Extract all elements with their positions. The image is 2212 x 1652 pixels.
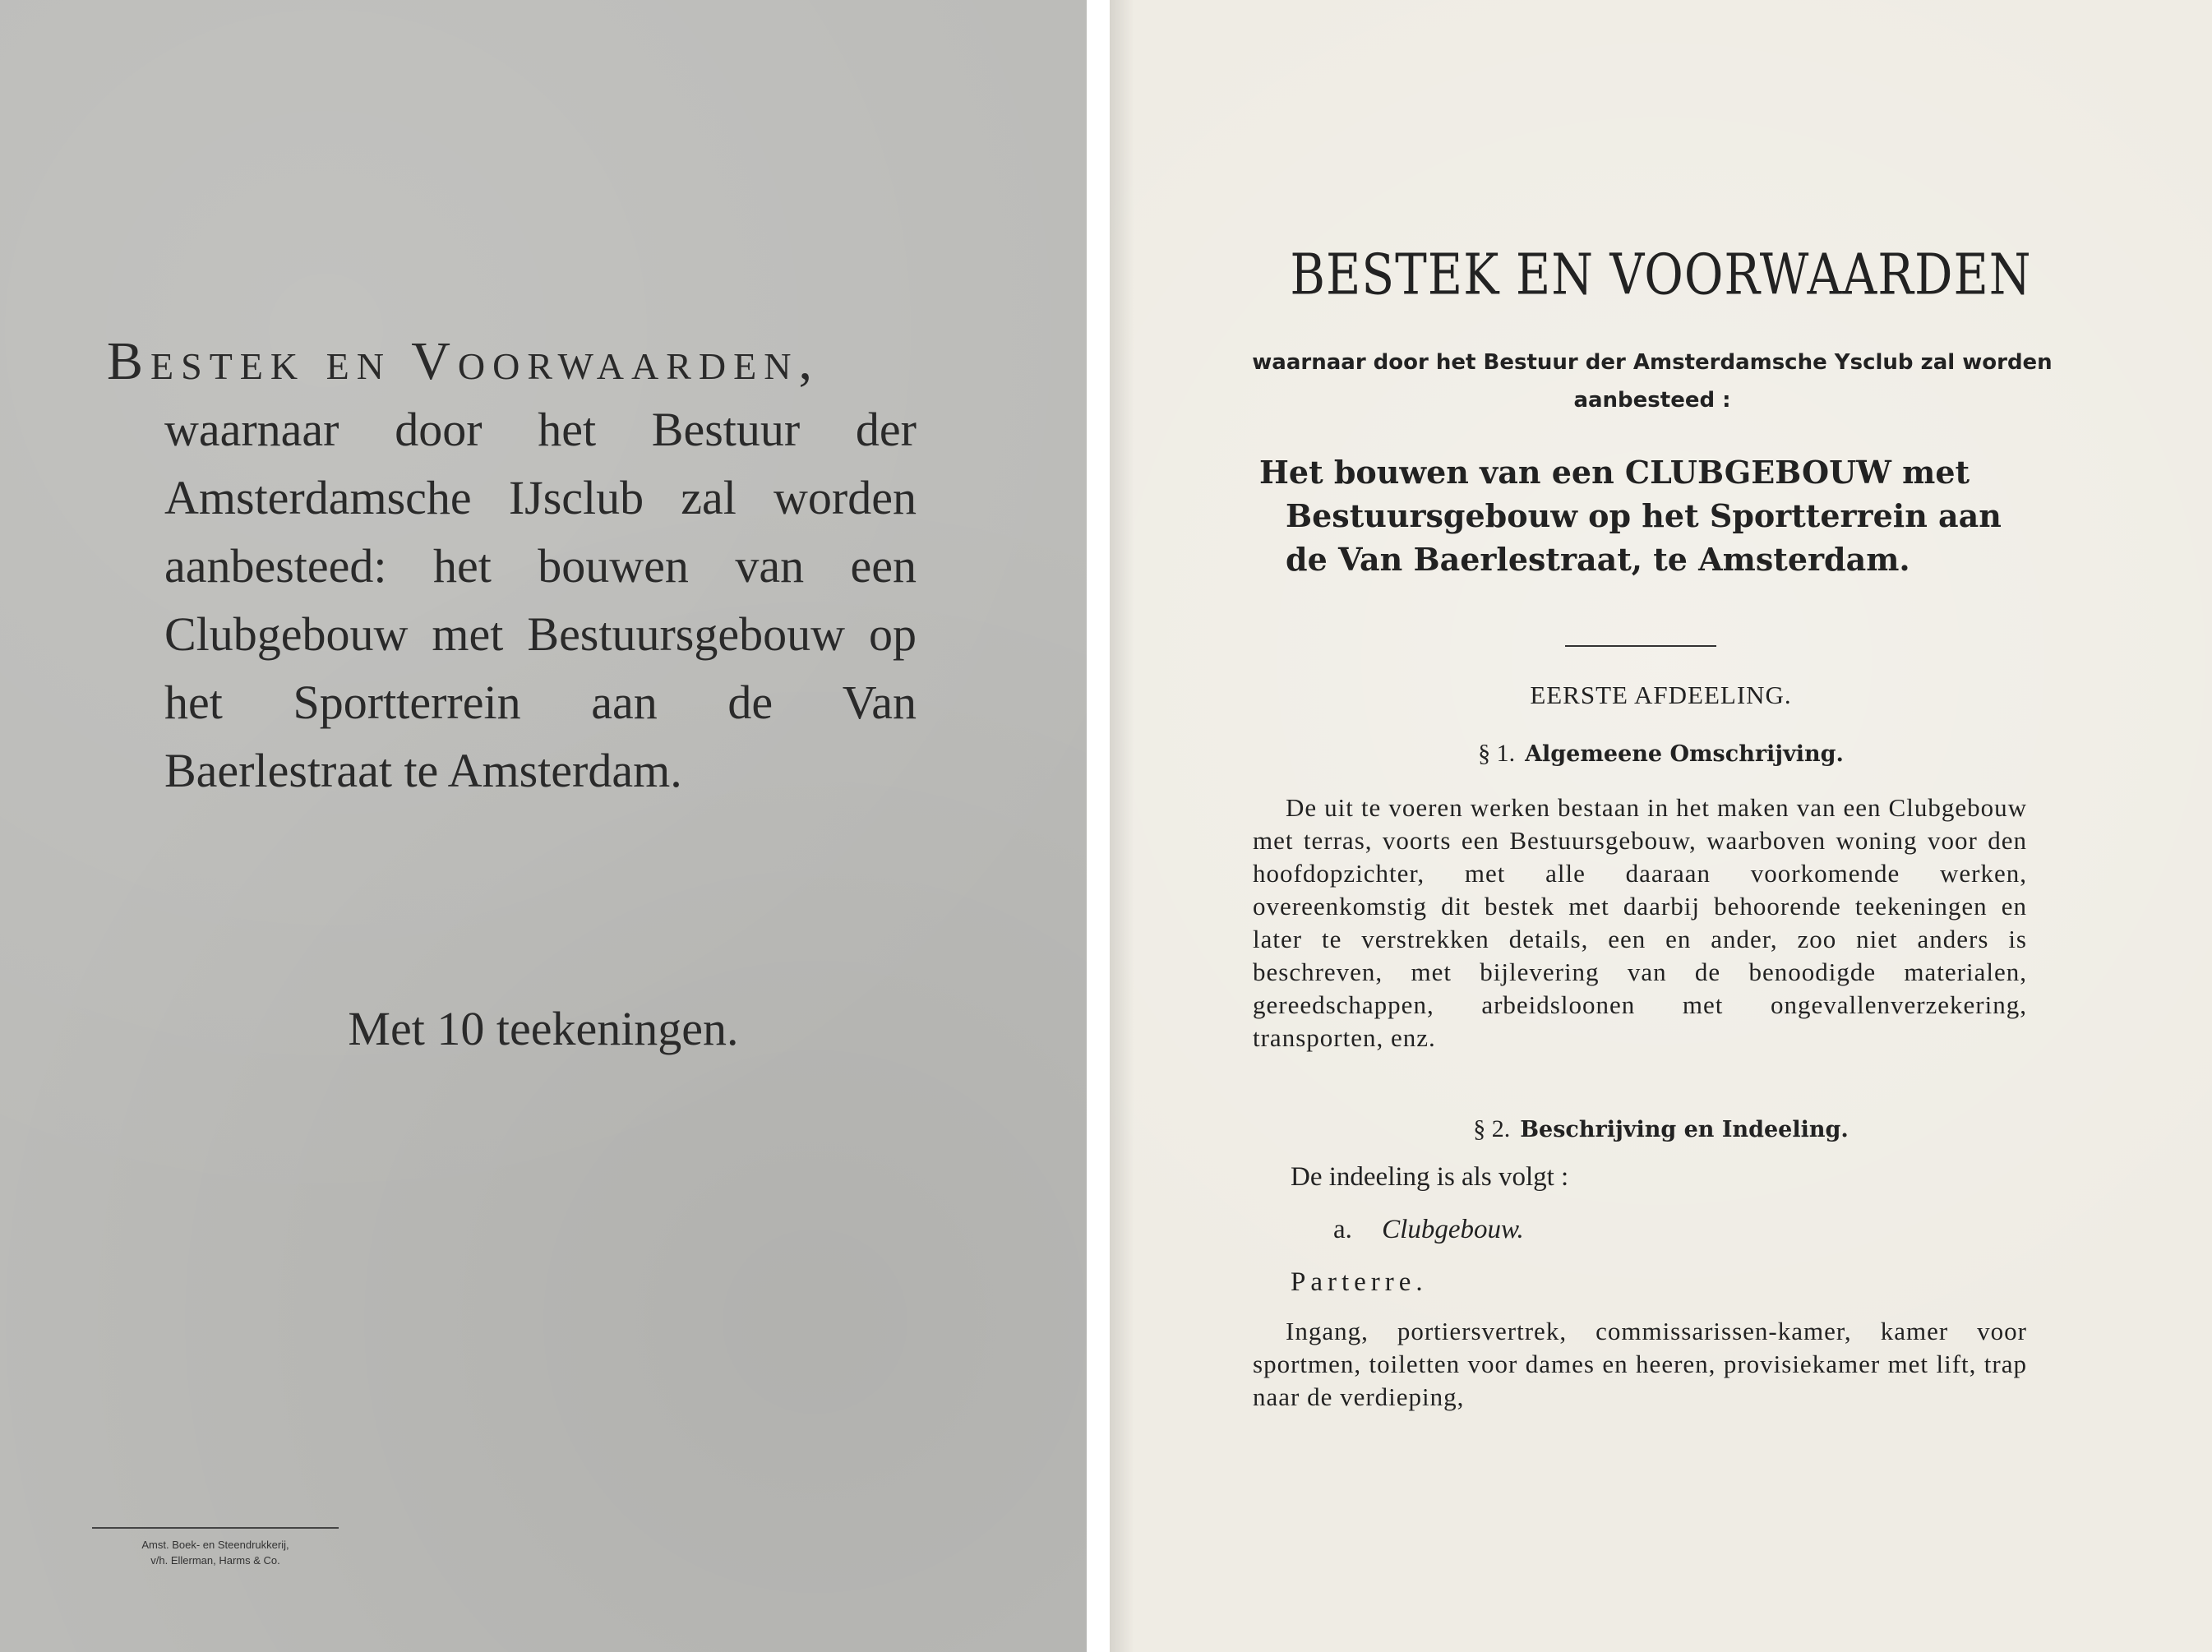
section-1-number: § 1. [1478, 740, 1516, 767]
afdeeling-heading: EERSTE AFDEELING. [1530, 681, 1792, 709]
page-subtitle: waarnaar door het Bestuur der Amsterdamsche Ysclub zal worden aanbesteed : [1252, 350, 2053, 413]
printer-line-2: v/h. Ellerman, Harms & Co. [150, 1554, 280, 1567]
divider-rule [1565, 645, 1716, 647]
item-a-label: a. [1333, 1215, 1352, 1244]
section-2-title: Beschrijving en Indeeling. [1520, 1117, 1849, 1142]
parterre-paragraph: Ingang, portiersvertrek, commissarissen-kamer, kamer voor sportmen, toiletten voor dames en heeren, provisiekamer met lift, trap naar de verdieping, [1253, 1317, 2027, 1411]
printer-imprint [92, 1527, 339, 1568]
printer-line-1: Amst. Boek- en Steendrukkerij, [141, 1539, 289, 1551]
cover-page [0, 0, 1087, 1652]
page-title: BESTEK EN VOORWAARDEN [1290, 241, 2032, 308]
item-a [1333, 1215, 1524, 1245]
page-gutter [1087, 0, 1110, 1652]
indeeling-line: De indeeling is als volgt : [1291, 1162, 1569, 1192]
cover-heading: Bestek en Voorwaarden, [107, 331, 820, 391]
section-1-heading [1110, 740, 2212, 768]
item-a-text: Clubgebouw. [1382, 1215, 1524, 1244]
section-2-number: § 2. [1473, 1115, 1511, 1142]
cover-body-text: waarnaar door het Bestuur der Amsterdamsche IJsclub zal worden aanbesteed: het bouwen van een Clubgebouw met Bestuursgebouw op het Sportterrein aan de Van Baerlestraat te Amsterdam. [164, 403, 917, 797]
cover-title-block [107, 327, 917, 805]
cover-drawings-note: Met 10 teekeningen. [348, 1002, 739, 1055]
section-1-title: Algemeene Omschrijving. [1525, 741, 1844, 767]
text-page [1110, 0, 2212, 1652]
section-2-heading [1110, 1115, 2212, 1143]
section-1-paragraph: De uit te voeren werken bestaan in het maken van een Clubgebouw met terras, voorts een Bestuursgebouw, waarboven woning voor den hoofdopzichter, met alle daaraan voorkomende werken, overeenkomstig dit bestek met daarbij behoorende teekeningen en later te verstrekken details, een en ander, zoo niet anders is beschreven, met bijlevering van de benoodigde materialen, gereedschappen, arbeidsloonen met ongevallenverzekering, transporten, enz. [1253, 793, 2027, 1052]
parterre-heading: Parterre. [1291, 1267, 1428, 1297]
project-title: Het bouwen van een CLUBGEBOUW met Bestuursgebouw op het Sportterrein aan de Van Baerlestraat, te Amsterdam. [1259, 454, 2002, 578]
